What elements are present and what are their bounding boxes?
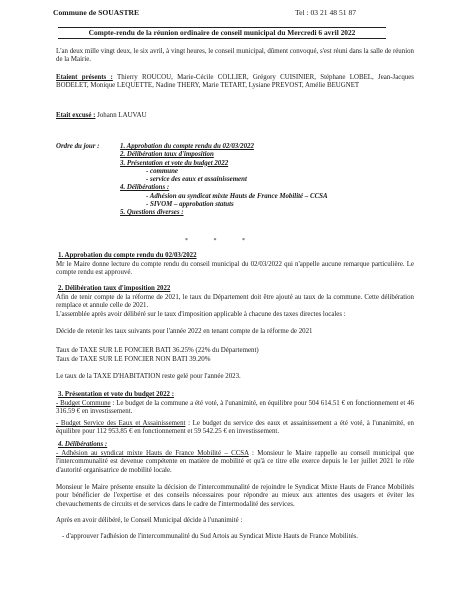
section-2-text: Afin de tenir compte de la réforme de 2021, le taux du Département doit être ajouté au taux de la commune. Cette délibération remplace et annule celle de 2021. (56, 294, 414, 310)
budget-eaux-text: : Le budget du service des eaux et assainissement a été voté, à l'unanimité, en équilibre pour 112 953.85 € en fonctionnement et 59 542.25 € en investissement. (56, 420, 414, 436)
section-4-adhesion (56, 450, 414, 475)
attendance-excused (56, 112, 414, 120)
agenda-item: 3. Présentation et vote du budget 2022 (120, 159, 229, 167)
document-title: Compte-rendu de la réunion ordinaire de conseil municipal du Mercredi 6 avril 2022 (58, 27, 386, 39)
agenda-subitem: - service des eaux et assainissement (146, 176, 247, 184)
section-3-title: 3. Présentation et vote du budget 2022 : (58, 391, 174, 398)
section-4-text3: Après en avoir délibéré, le Conseil Municipal décide à l'unanimité : (56, 517, 243, 524)
section-2-rate-non-bati: Taux de TAXE SUR LE FONCIER NON BATI 39.20% (56, 356, 211, 363)
section-2-text4: Le taux de la TAXE D'HABITATION reste gelé pour l'année 2023. (56, 373, 241, 380)
agenda-label: Ordre du jour : (56, 143, 100, 150)
section-4-text4: - d'approuver l'adhésion de l'intercommunalité du Sud Artois au Syndicat Mixte Hauts de France Mobilités. (62, 533, 358, 540)
section-4-title: 4. Délibérations : (58, 441, 108, 448)
budget-eaux-label: - Budget Service des Eaux et Assainissement (56, 420, 186, 427)
agenda-item: 5. Questions diverses : (120, 209, 184, 217)
section-2-rate-bati: Taux de TAXE SUR LE FONCIER BATI 36.25% (22% du Département) (56, 347, 259, 354)
agenda-item: 2. Délibération taux d'imposition (120, 151, 214, 159)
section-2-title: 2. Délibération taux d'imposition 2022 (58, 285, 171, 292)
section-2-text2: L'assemblée après avoir délibéré sur le taux d'imposition applicable à chacune des taxes directes locales : (56, 311, 346, 318)
agenda-list (120, 143, 420, 218)
budget-commune-text: : Le budget de la commune a été voté, à l'unanimité, en équilibre pour 504 614.51 € en fonctionnement et 46 316.59 € en investissement. (56, 400, 414, 416)
section-2-text3: Décide de retenir les taux suivants pour l'année 2022 en tenant compte de la réforme de 2021 (56, 328, 313, 335)
agenda-subitem: - commune (146, 167, 178, 175)
section-1-text: Mr le Maire donne lecture du compte rendu du conseil municipal du 02/03/2022 qui n'appelle aucune remarque particulière. Le compte rendu est approuvé. (56, 261, 414, 277)
intro-paragraph: L'an deux mille vingt deux, le six avril, à vingt heures, le conseil municipal, dûment convoqué, s'est réuni dans la salle de réunion de la Mairie. (56, 48, 414, 64)
agenda-item: 1. Approbation du compte rendu du 02/03/2022 (120, 143, 254, 150)
section-3-eaux (56, 420, 414, 437)
agenda-subitem: - Adhésion au syndicat mixte Hauts de France Mobilité – CCSA (146, 192, 328, 200)
adhesion-label: - Adhésion au syndicat mixte Hauts de France Mobilité – CCSA (56, 450, 249, 457)
adhesion-text: : Monsieur le Maire rappelle au conseil municipal que l'intercommunalité est devenue compétente en matière de mobilité et qu'à ce titre elle exerce depuis le 1er juillet 2021 le rôle d'autorité organisatrice de mobilité locale. (56, 450, 414, 474)
budget-commune-label: - Budget Commune (56, 400, 111, 407)
agenda-subitem: - SIVOM – approbation statuts (146, 201, 234, 209)
commune-name: Commune de SOUASTRE (53, 8, 140, 17)
present-label: Etaient présents : (56, 74, 113, 81)
section-3-commune (56, 400, 414, 417)
section-4-text2: Monsieur le Maire présente ensuite la décision de l'intercommunalité de rejoindre le Syndicat Mixte Hauts de France Mobilités pour bénéficier de l'expertise et des conseils nécessaires pour répondre au mieux aux attentes des usagers et éviter les chevauchements de circuits et de services dans le cadre de l'intermodalité des services. (56, 484, 414, 508)
excused-label: Etait excusé : (56, 112, 96, 119)
section-separator: * * * (185, 238, 257, 244)
agenda-item: 4. Délibérations : (120, 184, 170, 192)
attendance-present (56, 74, 414, 91)
phone-number: Tel : 03 21 48 51 87 (295, 8, 357, 17)
present-names: Thierry ROUCOU, Marie-Cécile COLLIER, Grégory CUISINIER, Stéphane LOBEL, Jean-Jacques BODELET, Monique LEQUETTE, Nadine THERY, Marie TETART, Lysiane PREVOST, Amélie BEUGNET (56, 74, 414, 90)
section-1-title: 1. Approbation du compte rendu du 02/03/2022 (58, 252, 197, 259)
excused-names: Johann LAUVAU (97, 112, 147, 119)
